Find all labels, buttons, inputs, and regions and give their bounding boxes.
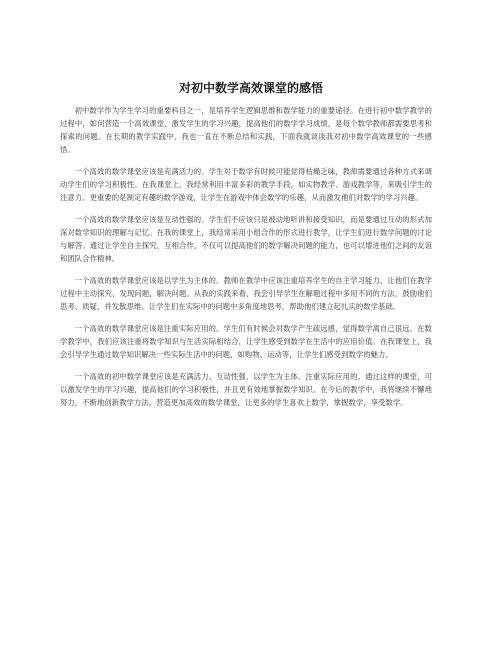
paragraph-6: 一个高效的初中数学课堂应该是充满活力、互动性强、以学生为主体、注重实际应用的。通过这样的课堂，可以激发学生的学习兴趣，提高他们的学习积极性，并且更有效地掌握数学知识。在今后的教学中，我将继续不懈地努力，不断地创新教学方法，营造更加高效的数学课堂，让更多的学生喜欢上数学，掌握数学，享受数学。 — [60, 372, 432, 407]
paragraph-3: 一个高效的数学课堂应该是互动性强的。学生们不应该只是被动地听讲和接受知识，而是要通过互动的形式加深对数学知识的理解与记忆。在我的课堂上，我经常采用小组合作的形式进行教学，让学生们进行数学问题的讨论与解答。通过让学生自主探究，互相合作，不仅可以提高他们的数学解决问题的能力，也可以增进他们之间的友谊和团队合作精神。 — [60, 215, 432, 263]
paragraph-2: 一个高效的数学课堂应该是充满活力的。学生对于数学有时候可能觉得枯燥乏味，教师需要通过各种方式来调动学生们的学习积极性。在我课堂上，我经常利用丰富多彩的教学手段，如实物教学、游戏教学等，来吸引学生的注意力。更重要的是制定有趣的数学游戏，让学生在游戏中体会数学的乐趣，从而激发他们对数学的学习兴趣。 — [60, 167, 432, 202]
paragraph-1: 初中数学作为学生学习的重要科目之一，是培养学生逻辑思维和数学能力的重要途径。在进行初中数学教学的过程中，如何营造一个高效课堂，激发学生的学习兴趣，提高他们的数学学习成绩，是每个数学教师都需要思考和探索的问题。在长期的教学实践中，我也一直在不断总结和实践，下面我就谈谈我对初中数学高效课堂的一些感悟。 — [60, 106, 432, 154]
document-body — [60, 104, 432, 418]
paragraph-4: 一个高效的数学课堂应该是以学生为主体的。教师在教学中应该注重培养学生的自主学习能力，让他们在教学过程中主动探究，发现问题，解决问题。从我的实践来看，我会引导学生在解题过程中多用不同的方法，鼓励他们思考、质疑，并发散思维。让学生们在实际中的问题中多角度地思考，帮助他们建立起扎实的数学基础。 — [60, 276, 432, 311]
page-title: 对初中数学高效课堂的感悟 — [178, 81, 323, 95]
paragraph-5: 一个高效的数学课堂应该是注重实际应用的。学生们有时候会对数学产生疏远感，觉得数学离自己很远。在数学教学中，我们应该注重将数学知识与生活实际相结合，让学生感受到数学在生活中的应用价值。在我课堂上，我会引导学生通过数学知识解决一些实际生活中的问题，如购物、运动等，让学生们感受到数学的魅力。 — [60, 324, 432, 359]
